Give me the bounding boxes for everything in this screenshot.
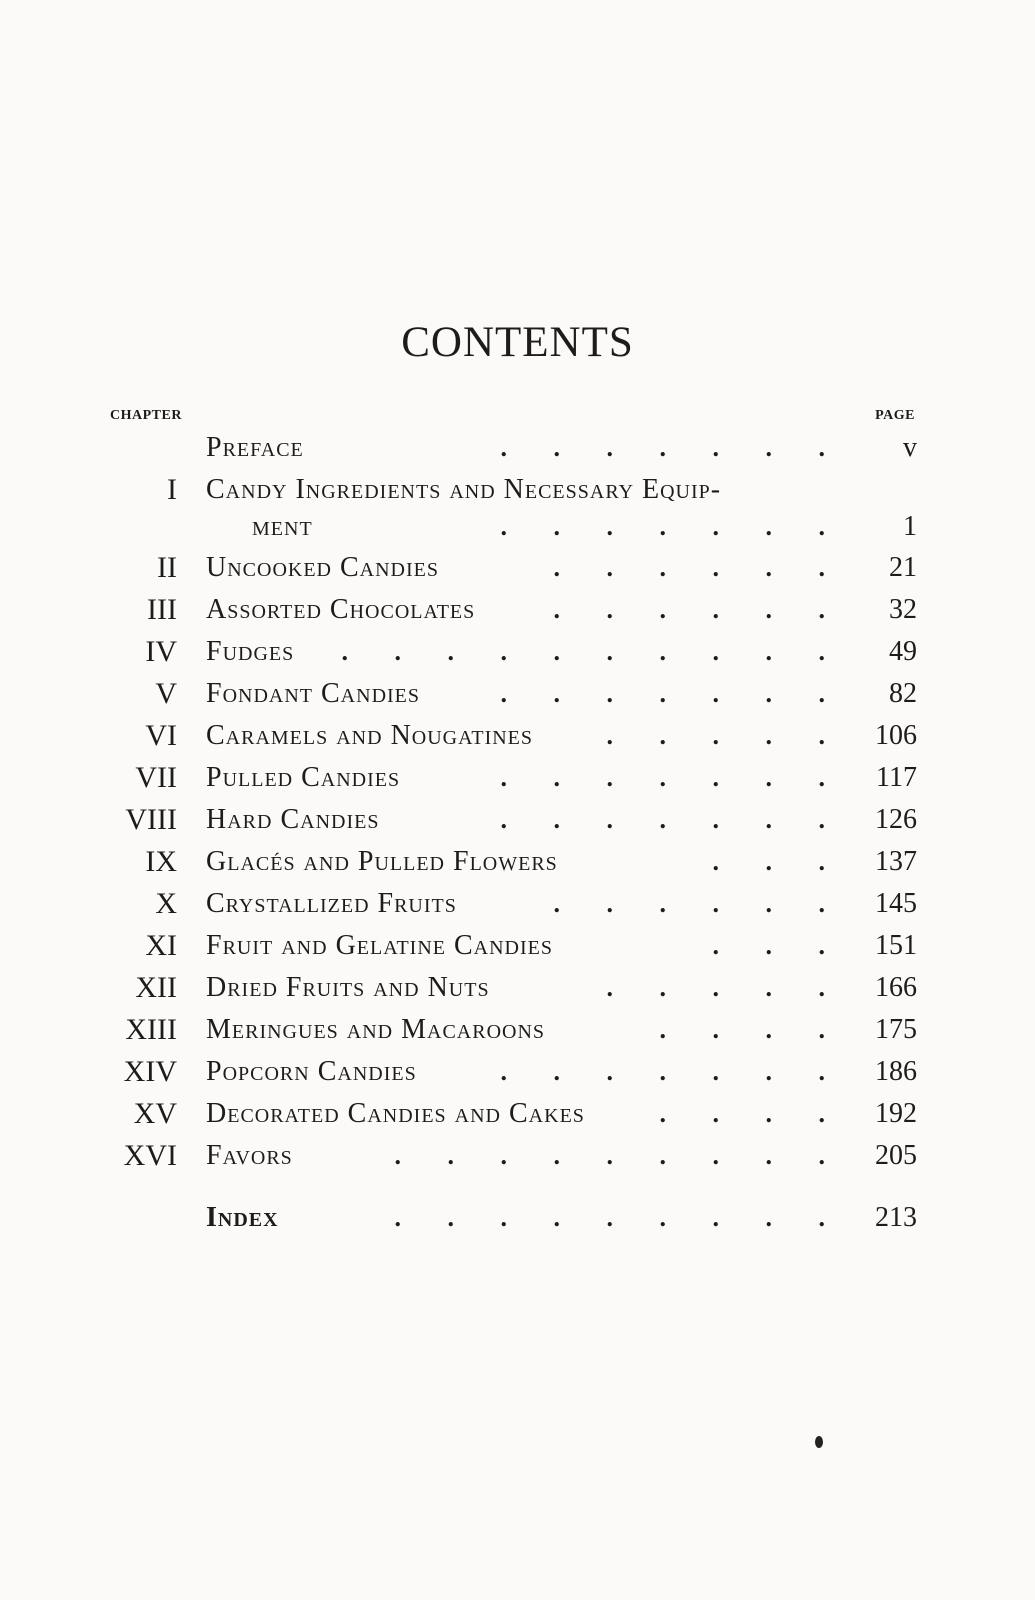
dot-leader: . . . . .: [606, 721, 845, 750]
page-number: v: [903, 432, 917, 463]
dot-leader: . . .: [712, 931, 845, 960]
chapter-title: Meringues and Macaroons: [206, 1014, 546, 1045]
chapter-title: Fudges: [206, 636, 295, 667]
toc-entry: [0, 1010, 1035, 1050]
dot-leader: . . . . . . .: [500, 1057, 845, 1086]
toc-entry: [0, 884, 1035, 924]
dot-leader: . . . . . . .: [500, 512, 845, 541]
page-number: 126: [875, 804, 917, 835]
dot-leader: . . . . .: [606, 973, 845, 1002]
dot-leader: . . . . . . .: [500, 763, 845, 792]
chapter-title: ment: [252, 511, 313, 542]
page-number: 32: [889, 594, 917, 625]
dot-leader: . . . . . . .: [500, 805, 845, 834]
chapter-number: V: [155, 677, 177, 710]
toc-entry: [0, 548, 1035, 588]
page-column-label: PAGE: [875, 408, 915, 423]
page-number: 117: [876, 762, 917, 793]
toc-entry: [0, 1198, 1035, 1238]
page-number: 186: [875, 1056, 917, 1087]
page-number: 151: [875, 930, 917, 961]
chapter-number: VIII: [125, 803, 177, 836]
page-number: 137: [875, 846, 917, 877]
dot-leader: . . . . . .: [553, 553, 845, 582]
chapter-number: XIV: [123, 1055, 177, 1088]
dot-leader: . . . . . .: [553, 595, 845, 624]
chapter-number: XI: [145, 929, 177, 962]
toc-entry: [0, 674, 1035, 714]
toc-entry: [0, 1136, 1035, 1176]
chapter-number: VI: [145, 719, 177, 752]
chapter-number: IX: [145, 845, 177, 878]
dot-leader: . . . .: [659, 1099, 845, 1128]
chapter-title: Uncooked Candies: [206, 552, 439, 583]
page-number: 145: [875, 888, 917, 919]
dot-leader: . . .: [712, 847, 845, 876]
chapter-title: Preface: [206, 432, 304, 463]
chapter-title: Favors: [206, 1140, 293, 1171]
page-number: 192: [875, 1098, 917, 1129]
chapter-title: Candy Ingredients and Necessary Equip-: [206, 474, 722, 505]
toc-entry: [0, 590, 1035, 630]
page-number: 21: [889, 552, 917, 583]
chapter-title: Glacés and Pulled Flowers: [206, 846, 558, 877]
chapter-title: Fruit and Gelatine Candies: [206, 930, 553, 961]
page-number: 82: [889, 678, 917, 709]
page-number: 175: [875, 1014, 917, 1045]
dot-leader: . . . . . . . . .: [394, 1203, 845, 1232]
chapter-title: Assorted Chocolates: [206, 594, 476, 625]
toc-entry: [0, 1094, 1035, 1134]
chapter-number: IV: [145, 635, 177, 668]
dot-leader: . . . .: [659, 1015, 845, 1044]
toc-entry: [0, 758, 1035, 798]
chapter-title: Dried Fruits and Nuts: [206, 972, 490, 1003]
chapter-title: Pulled Candies: [206, 762, 401, 793]
chapter-title: Index: [206, 1202, 279, 1233]
dot-leader: . . . . . .: [553, 889, 845, 918]
chapter-number: III: [147, 593, 177, 626]
page-number: 106: [875, 720, 917, 751]
toc-entry: [0, 632, 1035, 672]
dot-leader: . . . . . . .: [500, 433, 845, 462]
toc-entry: [0, 428, 1035, 468]
toc-entry: [0, 507, 1035, 547]
ink-mark: [815, 1436, 823, 1448]
page-number: 213: [875, 1202, 917, 1233]
chapter-number: I: [167, 473, 177, 506]
chapter-number: XVI: [123, 1139, 177, 1172]
chapter-number: II: [157, 551, 177, 584]
chapter-number: X: [155, 887, 177, 920]
page-number: 1: [903, 511, 917, 542]
dot-leader: . . . . . . .: [500, 679, 845, 708]
page-number: 49: [889, 636, 917, 667]
toc-entry: [0, 1052, 1035, 1092]
chapter-number: XV: [133, 1097, 177, 1130]
chapter-number: XII: [135, 971, 177, 1004]
toc-entry: [0, 470, 1035, 510]
chapter-column-label: CHAPTER: [110, 408, 182, 423]
chapter-title: Hard Candies: [206, 804, 380, 835]
chapter-title: Decorated Candies and Cakes: [206, 1098, 585, 1129]
dot-leader: . . . . . . . . .: [394, 1141, 845, 1170]
chapter-number: VII: [135, 761, 177, 794]
toc-entry: [0, 968, 1035, 1008]
chapter-number: XIII: [125, 1013, 177, 1046]
toc-entry: [0, 716, 1035, 756]
page-number: 166: [875, 972, 917, 1003]
toc-entry: [0, 842, 1035, 882]
toc-entry: [0, 926, 1035, 966]
chapter-title: Fondant Candies: [206, 678, 421, 709]
chapter-title: Popcorn Candies: [206, 1056, 417, 1087]
dot-leader: . . . . . . . . . .: [341, 637, 845, 666]
page-title: CONTENTS: [401, 319, 634, 366]
chapter-title: Caramels and Nougatines: [206, 720, 534, 751]
page-number: 205: [875, 1140, 917, 1171]
chapter-title: Crystallized Fruits: [206, 888, 457, 919]
toc-entry: [0, 800, 1035, 840]
